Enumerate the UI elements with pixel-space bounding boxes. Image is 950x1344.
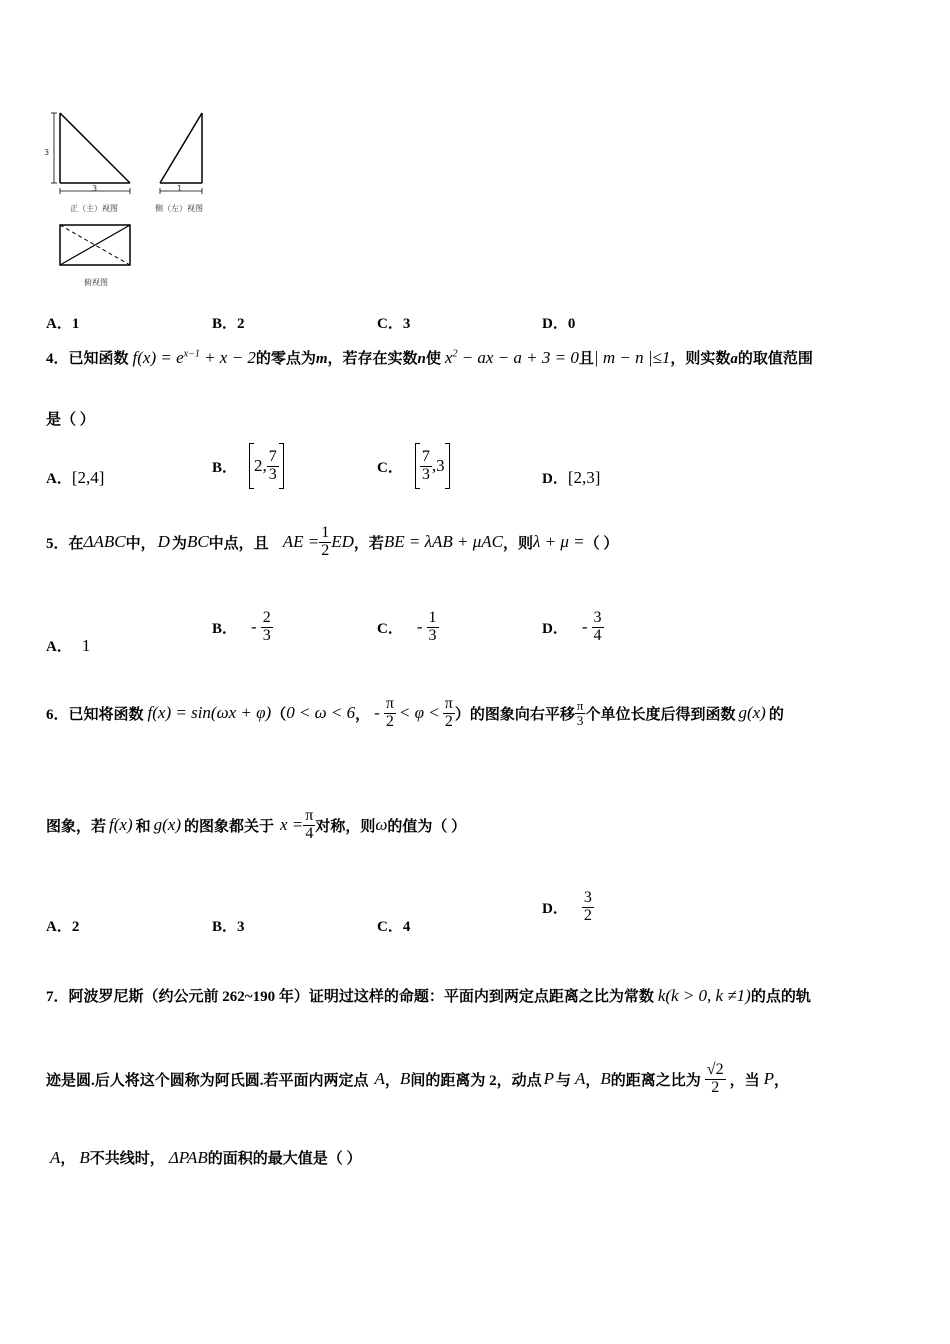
q4-option-a[interactable]: A．[2,4] <box>46 468 105 487</box>
q4-stem: 4．已知函数 $f(x) = e^{x-1} + x - 2$的零点为m，若存在实数n使 $x^2$ − ax − a + 3 = 0且| m − n |≤1，则实数a的取值范围 <box>46 348 813 367</box>
q7-stem-line3: A， B不共线时， ΔPAB的面积的最大值是（ ） <box>50 1148 362 1167</box>
q3-option-d[interactable]: D．0 <box>542 316 576 332</box>
dim-side-width: 1 <box>177 184 183 193</box>
front-view-caption: 正（主）视图 <box>70 204 118 213</box>
q4-option-b[interactable]: B． 2, $\frac{7}{3}$ <box>212 443 284 489</box>
three-view-figure <box>40 105 230 290</box>
q6-stem-line2: 图象，若 f(x) 和 g(x) 的图象都关于 x = $\frac{\pi}{4}$ 对称，则 ω 的值为（ ） <box>46 807 467 842</box>
q6-option-a[interactable]: A．2 <box>46 919 80 935</box>
side-view <box>160 113 202 194</box>
dim-height: 3 <box>44 148 50 157</box>
q5-option-c[interactable]: C． - $\frac{1}{3}$ <box>377 609 437 644</box>
q7-constant-k: k(k > 0, k ≠1) <box>657 986 751 1005</box>
q7-stem: 7．阿波罗尼斯（约公元前 262~190 年）证明过这样的命题：平面内到两定点距离之比为常数 k(k > 0, k ≠1)的点的轨 <box>46 986 811 1005</box>
q6-function: f(x) = sin(ωx + φ) <box>147 703 272 723</box>
q4-abs-condition: | m − n |≤1 <box>593 348 671 367</box>
q3-option-b[interactable]: B．2 <box>212 316 245 332</box>
q6-option-c[interactable]: C．4 <box>377 919 411 935</box>
dim-front-width: 3 <box>92 184 98 193</box>
q6-option-b[interactable]: B．3 <box>212 919 245 935</box>
q4-equation: $x^2$ − ax − a + 3 = 0 <box>444 348 579 367</box>
q5-stem: 5． 在 ΔABC 中， D 为 BC 中点，且 AE = $\frac{1}{2}$ ED ，若 BE = λAB + μAC ，则 λ + μ = （ ） <box>46 524 619 559</box>
q6-stem: 6． 已知将函数 f(x) = sin(ωx + φ) （ 0 < ω < 6 ， - $\frac{\pi}{2}$ < φ < $\frac{\pi}{2}$ ）的图象向右平移 $\frac{\pi}{3}$ 个单位长度后得到函数 g(x) 的 <box>46 695 784 730</box>
q7-stem-line2: 迹是圆.后人将这个圆称为阿氏圆.若平面内两定点 A ， B 间的距离为 2，动点 P 与 A ， B 的距离之比为 $\frac{√2}{2}$ ，当 P ， <box>46 1061 789 1096</box>
q5-option-a[interactable]: A． 1 <box>46 636 91 655</box>
q5-vector-be: BE = λAB + μAC <box>383 532 503 552</box>
q4-option-d[interactable]: D．[2,3] <box>542 468 601 487</box>
top-view <box>60 225 130 265</box>
q5-option-b[interactable]: B． - $\frac{2}{3}$ <box>212 609 271 644</box>
q3-option-c[interactable]: C．3 <box>377 316 411 332</box>
q5-option-d[interactable]: D． - $\frac{3}{4}$ <box>542 609 602 644</box>
q4-option-c[interactable]: C． $\frac{7}{3}$ ,3 <box>377 443 450 489</box>
q3-option-a[interactable]: A．1 <box>46 316 80 332</box>
top-view-caption: 俯视图 <box>84 278 108 287</box>
front-view <box>51 113 130 194</box>
q5-vector-ae: AE = <box>282 532 320 552</box>
q4-stem-line2: 是（ ） <box>46 412 95 428</box>
side-view-caption: 侧（左）视图 <box>155 204 203 213</box>
q4-function: $f(x) = e^{x-1} + x - 2$ <box>132 348 256 367</box>
q6-option-d[interactable]: D． $\frac{3}{2}$ <box>542 889 592 924</box>
